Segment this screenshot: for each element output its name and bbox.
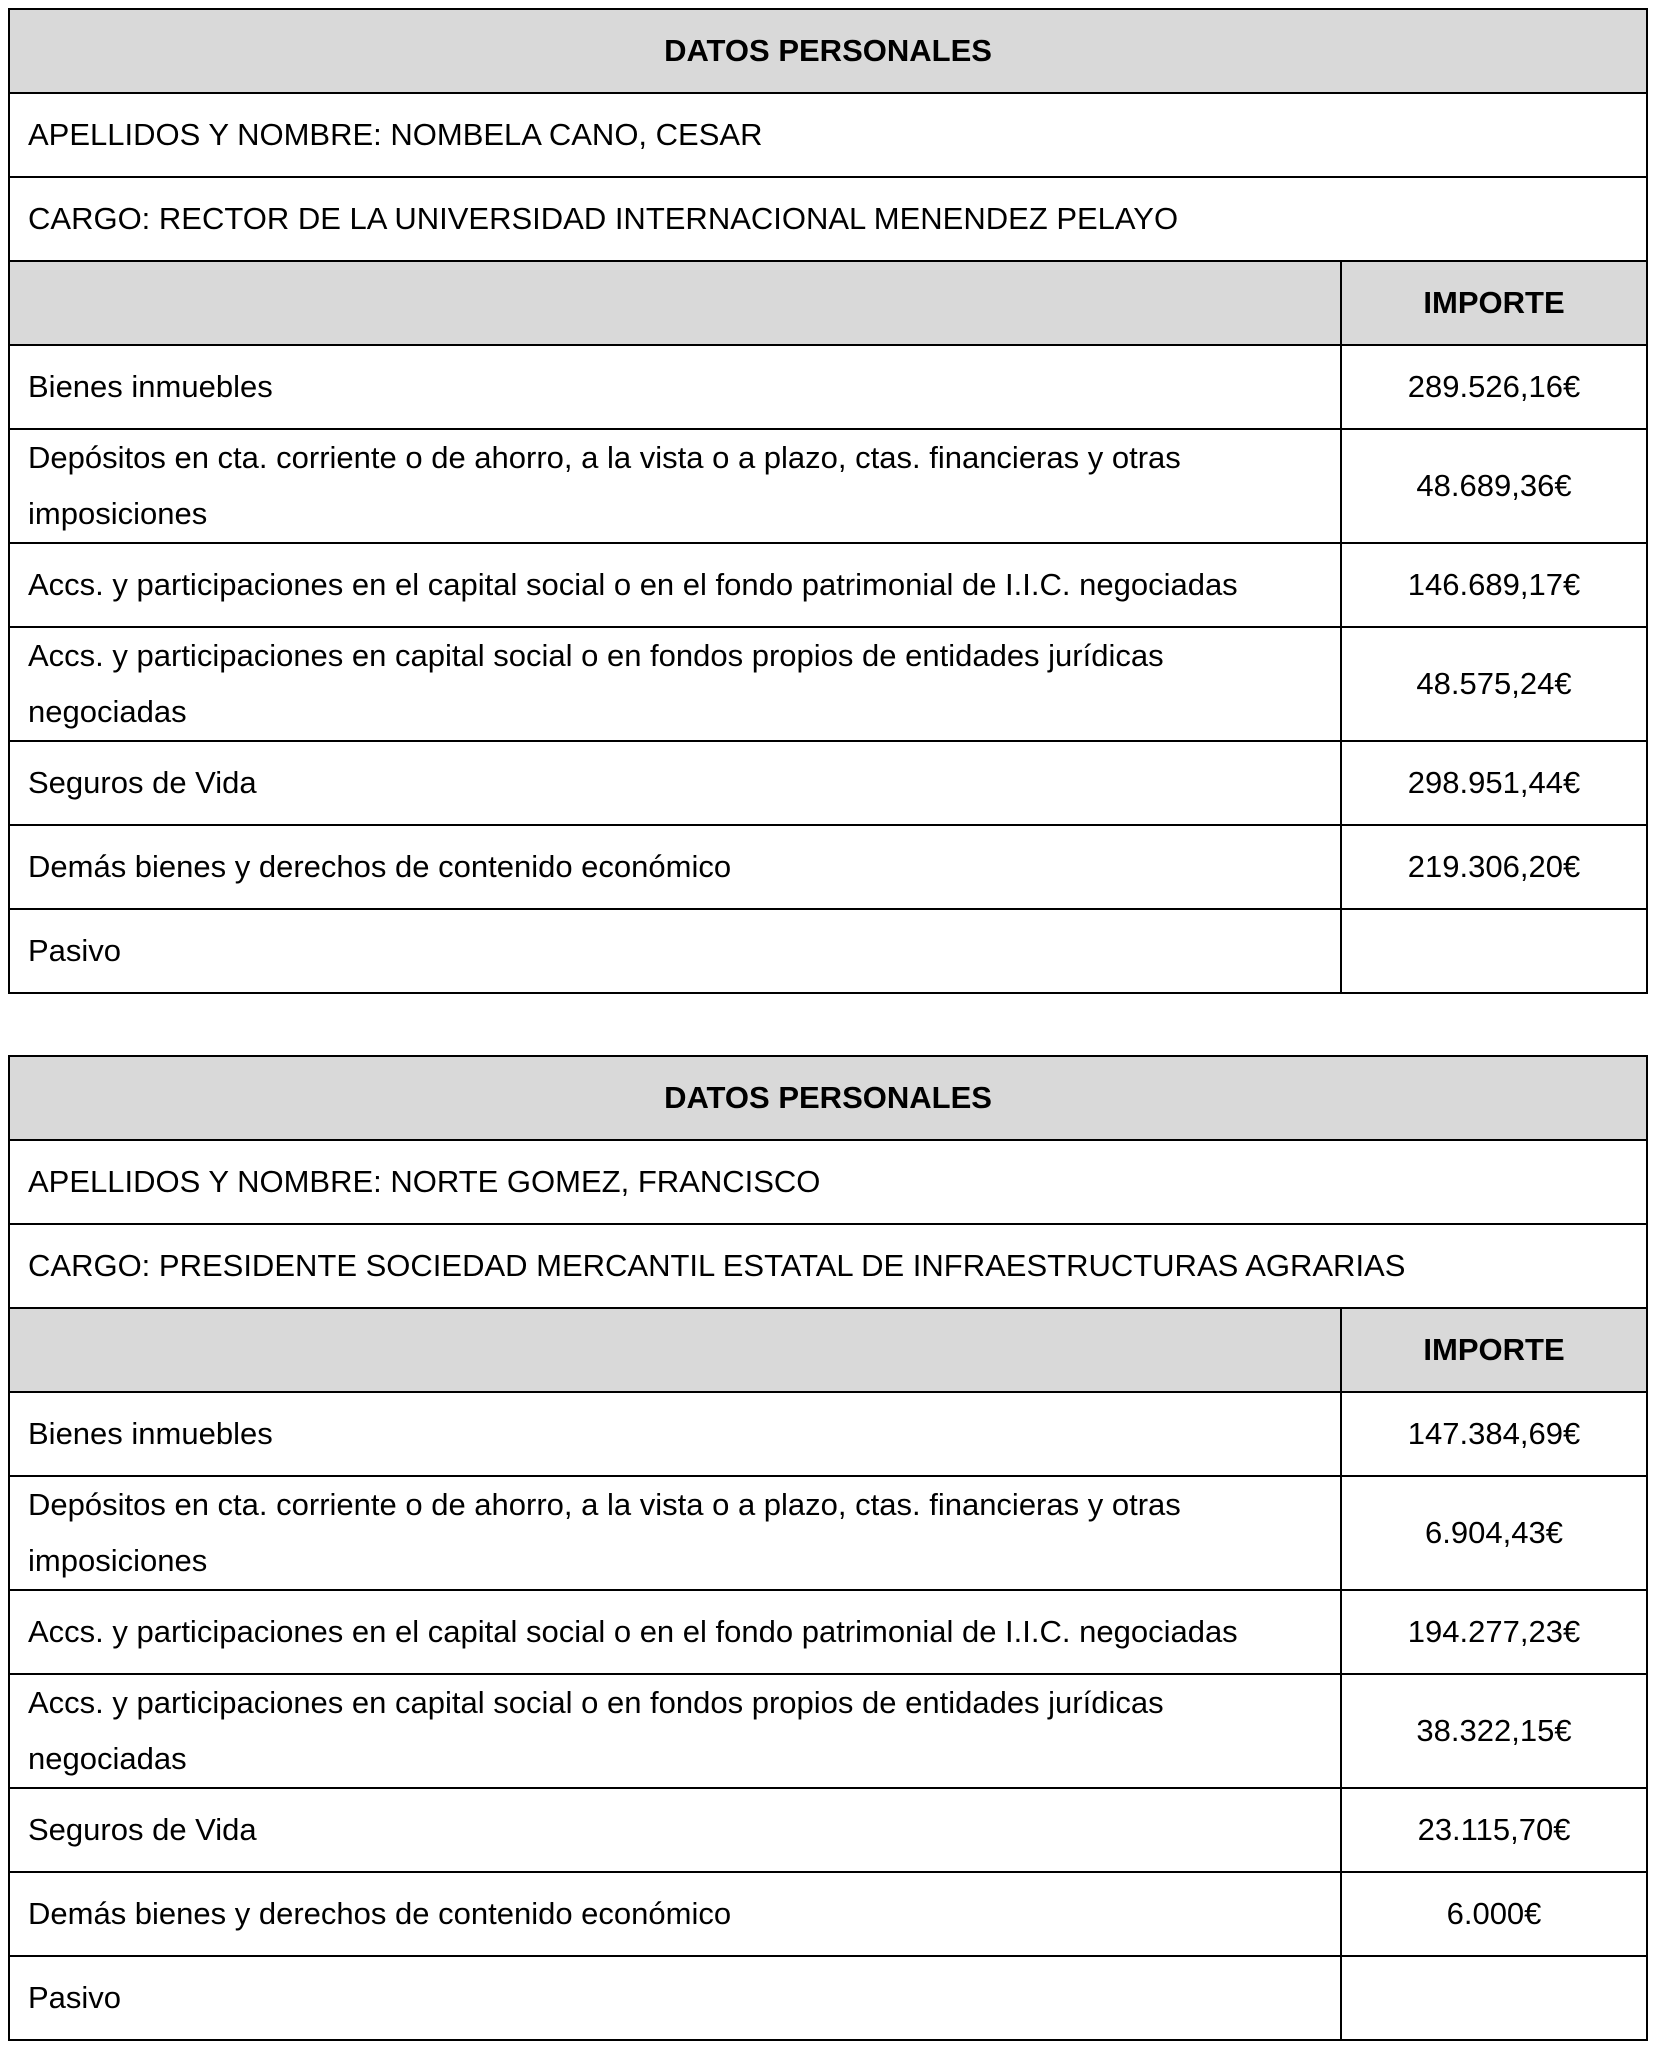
row-amount: 194.277,23€ [1341, 1590, 1647, 1674]
row-amount: 38.322,15€ [1341, 1674, 1647, 1788]
table-row [9, 345, 1647, 429]
table-row [9, 909, 1647, 993]
declaration-block [8, 8, 1646, 994]
row-amount: 48.575,24€ [1341, 627, 1647, 741]
declaration-block [8, 1055, 1646, 2041]
table-row [9, 1872, 1647, 1956]
row-label: Pasivo [9, 909, 1341, 993]
row-amount: 289.526,16€ [1341, 345, 1647, 429]
row-label: Demás bienes y derechos de contenido económico [9, 825, 1341, 909]
cargo-line: CARGO: RECTOR DE LA UNIVERSIDAD INTERNACIONAL MENENDEZ PELAYO [9, 177, 1647, 261]
row-label: Depósitos en cta. corriente o de ahorro, a la vista o a plazo, ctas. financieras y otras imposiciones [9, 1476, 1341, 1590]
row-label: Accs. y participaciones en capital social o en fondos propios de entidades jurídicas negociadas [9, 627, 1341, 741]
table-row [9, 1788, 1647, 1872]
row-amount: 48.689,36€ [1341, 429, 1647, 543]
row-amount: 219.306,20€ [1341, 825, 1647, 909]
row-label: Seguros de Vida [9, 741, 1341, 825]
table-row [9, 741, 1647, 825]
row-label: Pasivo [9, 1956, 1341, 2040]
row-amount: 146.689,17€ [1341, 543, 1647, 627]
row-amount [1341, 909, 1647, 993]
name-line: APELLIDOS Y NOMBRE: NORTE GOMEZ, FRANCISCO [9, 1140, 1647, 1224]
amount-column-header: IMPORTE [1341, 1308, 1647, 1392]
table-row [9, 825, 1647, 909]
row-amount: 6.000€ [1341, 1872, 1647, 1956]
section-title: DATOS PERSONALES [9, 9, 1647, 93]
table-row [9, 1476, 1647, 1590]
row-label: Bienes inmuebles [9, 345, 1341, 429]
row-label: Bienes inmuebles [9, 1392, 1341, 1476]
row-label: Seguros de Vida [9, 1788, 1341, 1872]
row-label: Depósitos en cta. corriente o de ahorro, a la vista o a plazo, ctas. financieras y otras imposiciones [9, 429, 1341, 543]
section-title: DATOS PERSONALES [9, 1056, 1647, 1140]
row-amount: 298.951,44€ [1341, 741, 1647, 825]
label-column-header [9, 261, 1341, 345]
row-label: Accs. y participaciones en el capital social o en el fondo patrimonial de I.I.C. negociadas [9, 1590, 1341, 1674]
row-label: Accs. y participaciones en el capital social o en el fondo patrimonial de I.I.C. negociadas [9, 543, 1341, 627]
cargo-line: CARGO: PRESIDENTE SOCIEDAD MERCANTIL ESTATAL DE INFRAESTRUCTURAS AGRARIAS [9, 1224, 1647, 1308]
amount-column-header: IMPORTE [1341, 261, 1647, 345]
label-column-header [9, 1308, 1341, 1392]
row-label: Accs. y participaciones en capital social o en fondos propios de entidades jurídicas negociadas [9, 1674, 1341, 1788]
table-row [9, 1956, 1647, 2040]
declaration-table [8, 1055, 1648, 2041]
table-row [9, 543, 1647, 627]
table-row [9, 429, 1647, 543]
table-row [9, 1392, 1647, 1476]
table-row [9, 1674, 1647, 1788]
name-line: APELLIDOS Y NOMBRE: NOMBELA CANO, CESAR [9, 93, 1647, 177]
row-amount: 147.384,69€ [1341, 1392, 1647, 1476]
row-amount [1341, 1956, 1647, 2040]
table-row [9, 627, 1647, 741]
row-label: Demás bienes y derechos de contenido económico [9, 1872, 1341, 1956]
declaration-table [8, 8, 1648, 994]
row-amount: 6.904,43€ [1341, 1476, 1647, 1590]
table-row [9, 1590, 1647, 1674]
row-amount: 23.115,70€ [1341, 1788, 1647, 1872]
